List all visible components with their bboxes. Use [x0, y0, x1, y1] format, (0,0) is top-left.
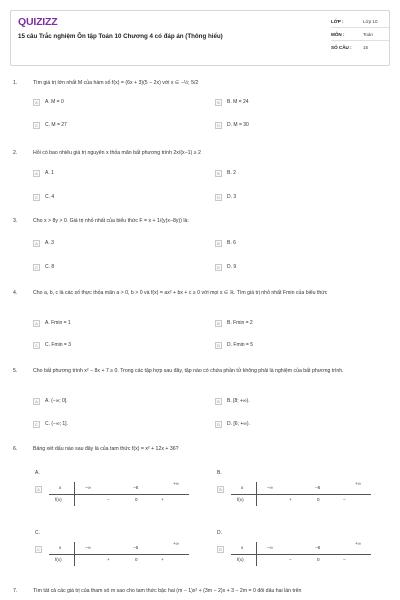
meta-row-subject — [331, 28, 389, 41]
quizizz-logo: QUIZIZZ — [18, 16, 58, 28]
sign-left: + — [289, 497, 292, 502]
meta-row-count — [331, 41, 389, 54]
option-box[interactable]: A — [33, 170, 40, 177]
option-d[interactable] — [215, 262, 236, 272]
var-fx: f(x) — [55, 557, 62, 562]
question-text: Bảng xét dấu nào sau đây là của tam thức f(x) = x² + 12x + 36? — [33, 446, 179, 452]
sign-left: − — [107, 497, 110, 502]
question-text: Cho bất phương trình x² − 8x + 7 ≥ 0. Trong các tập hợp sau đây, tập nào có chứa phần tử không phải là nghiệm của bất phương trình. — [33, 368, 344, 374]
option-label: A. — [35, 470, 40, 476]
table-divider — [256, 542, 257, 566]
option-text: C. Fmin = 3 — [45, 342, 71, 348]
option-text: B. Fmin = 2 — [227, 320, 253, 326]
meta-row-class — [331, 15, 389, 28]
question-number: 5. — [13, 368, 18, 374]
option-d[interactable] — [215, 419, 250, 429]
option-label: D. — [217, 530, 222, 536]
option-text: C. 8 — [45, 264, 55, 270]
table-divider — [74, 482, 75, 506]
sign-table — [231, 482, 371, 506]
var-fx: f(x) — [55, 497, 62, 502]
var-x: x — [59, 545, 62, 550]
option-c[interactable] — [33, 192, 54, 202]
meta-value: 15 — [363, 45, 369, 50]
sign-table-d[interactable] — [217, 530, 367, 566]
root-value: −6 — [133, 545, 139, 550]
question-number: 6. — [13, 446, 18, 452]
question-text: Cho a, b, c là các số thực thỏa mãn a > 0, b > 0 và f(x) = ax² + bx + c ≥ 0 với mọi x ∈ ℝ. Tìm giá trị nhỏ nhất Fmin của biểu thức — [33, 290, 328, 296]
option-d[interactable] — [215, 340, 253, 350]
pos-infinity: +∞ — [173, 481, 179, 486]
option-box[interactable]: C — [33, 421, 40, 428]
option-box[interactable]: C — [33, 342, 40, 349]
meta-key: MÔN : — [331, 31, 345, 37]
option-box[interactable]: A — [33, 99, 40, 106]
option-label: B. — [217, 470, 222, 476]
option-text: D. M = 30 — [227, 122, 249, 128]
option-text: C. (−∞; 1]. — [45, 421, 68, 427]
option-a[interactable] — [33, 168, 54, 178]
option-box[interactable]: D — [215, 122, 222, 129]
option-b[interactable] — [215, 97, 249, 107]
option-a[interactable] — [33, 396, 68, 406]
option-box[interactable]: A — [33, 398, 40, 405]
option-b[interactable] — [215, 168, 236, 178]
option-box[interactable]: B — [215, 170, 222, 177]
option-text: D. Fmin = 5 — [227, 342, 253, 348]
question-text: Tìm tất cả các giá trị của tham số m sao cho tam thức bậc hai (m − 1)x² + (3m − 2)x + 3 − 2m = 0 đổi dấu hai lần trên — [33, 588, 302, 594]
sign-table — [49, 542, 189, 566]
meta-key: LỚP : — [331, 18, 344, 24]
sign-root: 0 — [135, 497, 138, 502]
option-box[interactable]: B — [215, 240, 222, 247]
option-text: D. [6; +∞). — [227, 421, 250, 427]
option-text: A. Fmin = 1 — [45, 320, 71, 326]
option-box[interactable]: B — [215, 398, 222, 405]
pos-infinity: +∞ — [355, 481, 361, 486]
option-label: C. — [35, 530, 40, 536]
sign-table-c[interactable] — [35, 530, 185, 566]
option-box[interactable]: B — [215, 320, 222, 327]
neg-infinity: −∞ — [267, 545, 273, 550]
var-fx: f(x) — [237, 497, 244, 502]
option-text: C. M = 27 — [45, 122, 67, 128]
option-a[interactable] — [33, 238, 54, 248]
pos-infinity: +∞ — [173, 541, 179, 546]
option-d[interactable] — [215, 120, 249, 130]
question-number: 1. — [13, 80, 18, 86]
question-number: 4. — [13, 290, 18, 296]
var-x: x — [241, 545, 244, 550]
option-a[interactable] — [33, 318, 71, 328]
root-value: −6 — [315, 485, 321, 490]
option-box[interactable]: C — [33, 264, 40, 271]
sign-right: + — [161, 557, 164, 562]
var-x: x — [59, 485, 62, 490]
option-c[interactable] — [33, 262, 54, 272]
option-text: B. [8; +∞). — [227, 398, 250, 404]
question-text: Cho x > 8y > 0. Giá trị nhỏ nhất của biểu thức F = x + 1/(y(x−8y)) là: — [33, 218, 189, 224]
option-box[interactable]: A — [33, 320, 40, 327]
option-box[interactable]: A — [33, 240, 40, 247]
option-c[interactable] — [33, 419, 68, 429]
var-fx: f(x) — [237, 557, 244, 562]
option-b[interactable] — [215, 238, 236, 248]
option-box[interactable]: D — [215, 264, 222, 271]
option-text: A. 1 — [45, 170, 54, 176]
meta-key: SỐ CÂU : — [331, 45, 352, 50]
option-c[interactable] — [33, 120, 67, 130]
sign-root: 0 — [135, 557, 138, 562]
option-box[interactable]: D — [215, 342, 222, 349]
table-divider — [74, 542, 75, 566]
option-b[interactable] — [215, 318, 253, 328]
question-number: 7. — [13, 588, 18, 594]
option-text: B. 2 — [227, 170, 236, 176]
meta-panel — [331, 15, 389, 54]
table-divider — [49, 554, 189, 555]
option-a[interactable] — [33, 97, 64, 107]
option-box[interactable]: A — [35, 486, 42, 493]
var-x: x — [241, 485, 244, 490]
sign-right: + — [161, 497, 164, 502]
option-text: A. M = 0 — [45, 99, 64, 105]
sign-root: 0 — [317, 557, 320, 562]
meta-value: Toán — [363, 31, 373, 37]
sign-table-a[interactable] — [35, 470, 185, 506]
root-value: −6 — [315, 545, 321, 550]
option-box[interactable]: C — [33, 122, 40, 129]
option-c[interactable] — [33, 340, 71, 350]
option-box[interactable]: C — [33, 194, 40, 201]
option-box[interactable]: D — [215, 194, 222, 201]
question-number: 2. — [13, 150, 18, 156]
option-text: A. (−∞; 0]. — [45, 398, 68, 404]
option-text: B. 6 — [227, 240, 236, 246]
sign-left: + — [107, 557, 110, 562]
question-number: 3. — [13, 218, 18, 224]
option-text: A. 3 — [45, 240, 54, 246]
document-header — [10, 10, 390, 66]
sign-left: − — [289, 557, 292, 562]
option-text: D. 3 — [227, 194, 237, 200]
option-box[interactable]: B — [217, 486, 224, 493]
sign-root: 0 — [317, 497, 320, 502]
option-b[interactable] — [215, 396, 250, 406]
table-divider — [49, 494, 189, 495]
option-text: D. 9 — [227, 264, 237, 270]
question-text: Tìm giá trị lớn nhất M của hàm số f(x) = (6x + 3)(5 − 2x) với x ∈ −½; 5/2 — [33, 80, 199, 86]
pos-infinity: +∞ — [355, 541, 361, 546]
option-text: B. M = 24 — [227, 99, 249, 105]
meta-value: Lớp 10 — [363, 18, 378, 24]
neg-infinity: −∞ — [267, 485, 273, 490]
option-d[interactable] — [215, 192, 236, 202]
table-divider — [256, 482, 257, 506]
option-box[interactable]: C — [35, 546, 42, 553]
table-divider — [231, 554, 371, 555]
sign-table — [49, 482, 189, 506]
option-text: C. 4 — [45, 194, 55, 200]
neg-infinity: −∞ — [85, 485, 91, 490]
option-box[interactable]: B — [215, 99, 222, 106]
option-box[interactable]: D — [217, 546, 224, 553]
sign-right: − — [343, 557, 346, 562]
option-box[interactable]: D — [215, 421, 222, 428]
root-value: −6 — [133, 485, 139, 490]
document-title: 15 câu Trắc nghiệm Ôn tập Toán 10 Chương 4 có đáp án (Thông hiểu) — [18, 33, 223, 40]
question-text: Hỏi có bao nhiêu giá trị nguyên x thỏa mãn bất phương trình 2x/(x−1) ≥ 2 — [33, 150, 201, 156]
sign-table-b[interactable] — [217, 470, 367, 506]
sign-table — [231, 542, 371, 566]
sign-right: − — [343, 497, 346, 502]
table-divider — [231, 494, 371, 495]
neg-infinity: −∞ — [85, 545, 91, 550]
